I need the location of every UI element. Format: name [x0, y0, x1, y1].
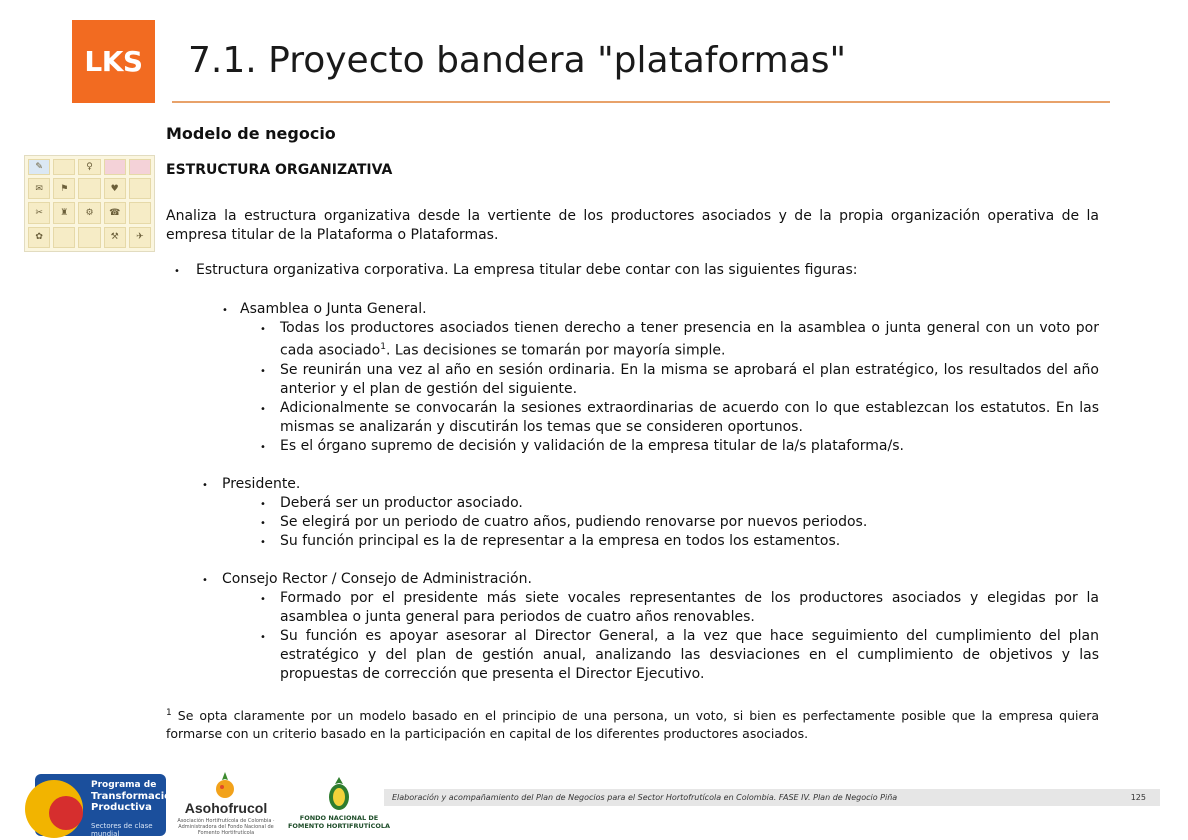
- bullet-icon: •: [202, 479, 208, 491]
- list-item-text: Adicionalmente se convocarán la sesiones extraordinarias de acuerdo con lo que establezcan los estatutos. En las mismas se analizarán y discutirán los temas que se consideren oportunos.: [280, 399, 1099, 435]
- canvas-cell: [129, 178, 151, 199]
- logo-text: Asohofrucol: [184, 800, 268, 816]
- list-item: [166, 361, 1099, 399]
- canvas-cell: ✿: [28, 227, 50, 248]
- subsection-title: ESTRUCTURA ORGANIZATIVA: [166, 162, 393, 178]
- bullet-icon: •: [260, 498, 266, 510]
- programa-transformacion-productiva-logo: [35, 774, 179, 838]
- canvas-cell: ✈: [129, 227, 151, 248]
- title-divider: [172, 101, 1110, 103]
- list-item-text: Consejo Rector / Consejo de Administración.: [222, 570, 532, 587]
- lks-logo: LKS: [72, 20, 155, 103]
- bullet-icon: •: [260, 593, 266, 605]
- business-model-canvas-thumbnail: [24, 155, 155, 252]
- canvas-cell: [78, 178, 100, 199]
- bullet-icon: •: [202, 574, 208, 586]
- list-item-text: . Las decisiones se tomarán por mayoría simple.: [385, 342, 726, 359]
- list-item: [166, 513, 1099, 532]
- logo-text: Transformación Productiva: [91, 791, 179, 813]
- list-item-text: Es el órgano supremo de decisión y validación de la empresa titular de la/s plataforma/s.: [280, 437, 904, 454]
- list-item-text: Estructura organizativa corporativa. La empresa titular debe contar con las siguientes figuras:: [196, 262, 858, 278]
- canvas-cell: [53, 227, 75, 248]
- bullet-icon: •: [222, 305, 228, 316]
- canvas-cell: ⚙: [78, 202, 100, 223]
- fruit-leaf-icon: [212, 770, 238, 800]
- bullet-icon: •: [260, 517, 266, 529]
- footer-bar: [384, 789, 1160, 806]
- list-item: [166, 300, 1099, 319]
- asohofrucol-logo: [176, 770, 276, 834]
- bullet-icon: •: [260, 324, 266, 335]
- fruit-seal-icon: [326, 776, 352, 812]
- canvas-cell: [78, 227, 100, 248]
- logo-text: Programa de: [91, 780, 157, 790]
- canvas-cell: ♜: [53, 202, 75, 223]
- logo-swirl-icon: [49, 796, 83, 830]
- bullet-icon: •: [260, 631, 266, 643]
- canvas-cell: ✎: [28, 159, 50, 175]
- canvas-cell: ♀: [78, 159, 100, 175]
- bullet-icon: •: [260, 403, 266, 415]
- bullet-icon: •: [260, 441, 266, 453]
- canvas-cell: ☎: [104, 202, 126, 223]
- list-item-text: Formado por el presidente más siete vocales representantes de los productores asociados y elegidas por la asamblea o junta general para periodos de cuatro años renovables.: [280, 589, 1099, 625]
- list-item: [166, 570, 1099, 589]
- logo-text: Asociación Hortifrutícola de Colombia · Administradora del Fondo Nacional de Fomento Hortifrutícola: [177, 818, 275, 836]
- document-body: [166, 207, 1099, 743]
- canvas-cell: ✂: [28, 202, 50, 223]
- list-item: [166, 627, 1099, 684]
- list-item: [166, 399, 1099, 437]
- list-item-text: Deberá ser un productor asociado.: [280, 494, 523, 511]
- bullet-icon: •: [174, 266, 180, 277]
- canvas-cell: [129, 159, 151, 175]
- list-item: [166, 261, 1099, 280]
- canvas-cell: [53, 159, 75, 175]
- bullet-icon: •: [260, 536, 266, 548]
- list-item-text: Todas los productores asociados tienen derecho a tener presencia en la asamblea o junta general con un voto por cada asociado: [280, 320, 1099, 359]
- footnote-mark: 1: [166, 707, 172, 718]
- list-item: [166, 494, 1099, 513]
- list-item-text: Se reunirán una vez al año en sesión ordinaria. En la misma se aprobará el plan estratégico, los resultados del año anterior y el plan de gestión del siguiente.: [280, 361, 1099, 397]
- bullet-icon: •: [260, 365, 266, 377]
- list-item-text: Se elegirá por un periodo de cuatro años, pudiendo renovarse por nuevos periodos.: [280, 513, 868, 530]
- list-item-text: Su función es apoyar asesorar al Director General, a la vez que hace seguimiento del cumplimiento del plan estratégico y del plan de gestión anual, analizando las desviaciones en el cumplimiento de objetivos y las propuestas de corrección que presenta el Director Ejecutivo.: [280, 627, 1099, 682]
- list-item: [166, 475, 1099, 494]
- section-title: Modelo de negocio: [166, 124, 336, 143]
- footer-text: Elaboración y acompañamiento del Plan de Negocios para el Sector Hortofrutícola en Colombia. FASE IV. Plan de Negocio Piña: [392, 793, 898, 802]
- canvas-cell: ♥: [104, 178, 126, 199]
- list-item: [166, 319, 1099, 361]
- footnote-reference: 1: [380, 342, 386, 352]
- footnote-text: Se opta claramente por un modelo basado en el principio de una persona, un voto, si bien es perfectamente posible que la empresa quiera formarse con un criterio basado en la participación en capital de los diferentes productores asociados.: [166, 707, 1099, 741]
- canvas-cell: [129, 202, 151, 223]
- intro-paragraph: Analiza la estructura organizativa desde la vertiente de los productores asociados y de la propia organización operativa de la empresa titular de la Plataforma o Plataformas.: [166, 208, 1099, 243]
- canvas-cell: ⚒: [104, 227, 126, 248]
- logo-text: Sectores de clase mundial: [91, 822, 153, 838]
- page-number: 125: [1130, 793, 1146, 802]
- fondo-nacional-logo: [286, 776, 392, 836]
- list-item-text: Su función principal es la de representar a la empresa en todos los estamentos.: [280, 532, 841, 549]
- footnote: [166, 704, 1099, 743]
- logo-text: FONDO NACIONAL DE FOMENTO HORTIFRUTÍCOLA: [287, 814, 391, 830]
- list-item-text: Presidente.: [222, 475, 301, 492]
- canvas-cell: ✉: [28, 178, 50, 199]
- canvas-cell: ⚑: [53, 178, 75, 199]
- canvas-cell: [104, 159, 126, 175]
- list-item: [166, 589, 1099, 627]
- page-title: 7.1. Proyecto bandera "plataformas": [188, 40, 847, 81]
- list-item-text: Asamblea o Junta General.: [240, 301, 427, 317]
- list-item: [166, 437, 1099, 456]
- list-item: [166, 532, 1099, 551]
